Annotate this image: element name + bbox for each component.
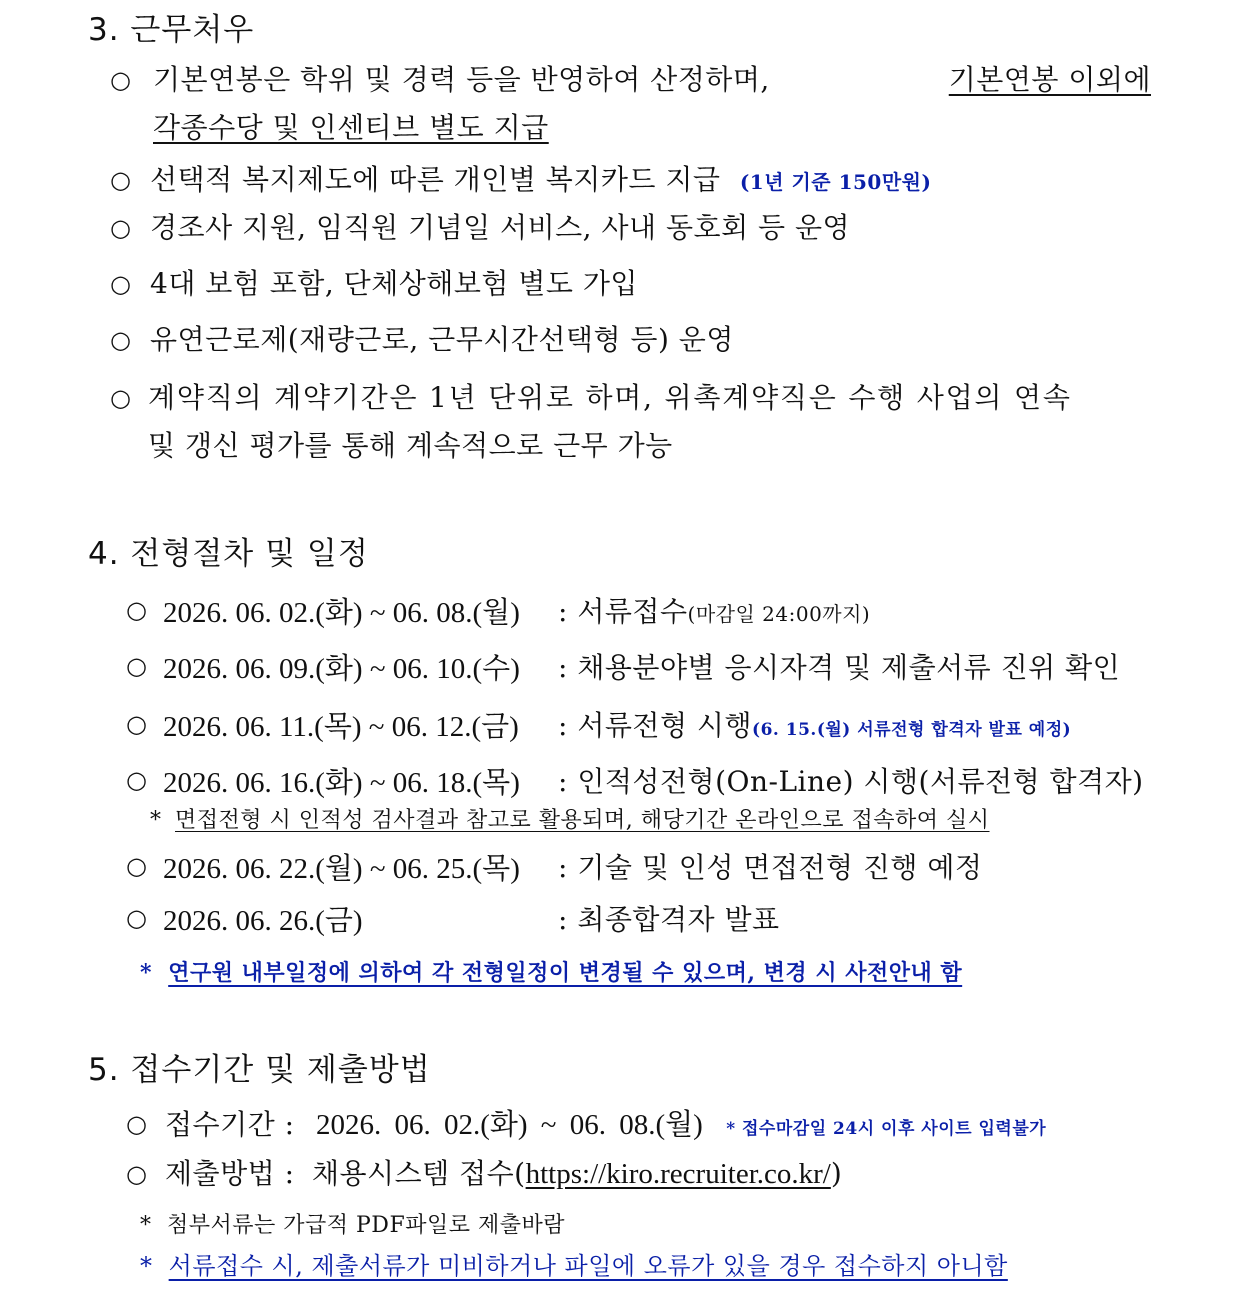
schedule-date: 2026. 06. 26.(금): [163, 905, 363, 937]
benefit-item-3: 경조사 지원, 임직원 기념일 서비스, 사내 동호회 등 운영: [150, 211, 851, 244]
bullet-icon: ○: [126, 1160, 147, 1188]
submission-period-note: * 접수마감일 24시 이후 사이트 입력불가: [726, 1119, 1047, 1139]
bullet-icon: ○: [110, 214, 131, 242]
submission-note-2: * 서류접수 시, 제출서류가 미비하거나 파일에 오류가 있을 경우 접수하지 아니함: [140, 1252, 1008, 1280]
schedule-row-6: [163, 898, 363, 939]
schedule-desc-5: : 기술 및 인성 면접전형 진행 예정: [558, 851, 983, 884]
section-3-title: 3. 근무처우: [88, 12, 255, 48]
bullet-icon: ○: [126, 852, 147, 880]
schedule-date: 2026. 06. 16.(화) ~ 06. 18.(목): [163, 767, 520, 799]
benefit-item-1-emphasis: 기본연봉 이외에: [948, 63, 1151, 96]
schedule-footnote: * 연구원 내부일정에 의하여 각 전형일정이 변경될 수 있으며, 변경 시 사전안내 함: [140, 960, 963, 986]
note-asterisk: *: [140, 960, 153, 986]
schedule-desc-4: : 인적성전형(On-Line) 시행(서류전형 합격자): [558, 765, 1144, 798]
schedule-row-3: [163, 704, 519, 745]
submission-note-1: * 첨부서류는 가급적 PDF파일로 제출바람: [140, 1213, 565, 1238]
schedule-note-3: (6. 15.(월) 서류전형 합격자 발표 예정): [752, 720, 1072, 740]
section-5-title: 5. 접수기간 및 제출방법: [88, 1052, 431, 1088]
schedule-date: 2026. 06. 02.(화) ~ 06. 08.(월): [163, 597, 520, 629]
bullet-icon: ○: [126, 766, 147, 794]
schedule-row-1: [163, 590, 520, 631]
schedule-desc-6: : 최종합격자 발표: [558, 903, 780, 936]
section-4-title: 4. 전형절차 및 일정: [88, 536, 369, 572]
benefit-item-1-line-2: 각종수당 및 인센티브 별도 지급: [153, 111, 549, 144]
benefit-item-2-text: 선택적 복지제도에 따른 개인별 복지카드 지급: [150, 163, 721, 196]
schedule-date: 2026. 06. 09.(화) ~ 06. 10.(수): [163, 653, 520, 685]
bullet-icon: ○: [126, 904, 147, 932]
schedule-note-1: (마감일 24:00까지): [687, 602, 871, 626]
benefit-item-1-line-1: [153, 58, 1151, 98]
note-asterisk: *: [150, 808, 162, 833]
benefit-item-2-note: (1년 기준 150만원): [739, 170, 932, 194]
benefit-item-1-text: 기본연봉은 학위 및 경력 등을 반영하여 산정하며,: [153, 63, 770, 96]
bullet-icon: ○: [126, 652, 147, 680]
benefit-item-5: 유연근로제(재량근로, 근무시간선택형 등) 운영: [150, 323, 734, 356]
submission-method-label: 제출방법 :: [165, 1157, 295, 1190]
schedule-row-2: [163, 646, 520, 687]
submission-method: 제출방법 : 채용시스템 접수(https://kiro.recruiter.co.kr/): [165, 1157, 843, 1190]
submission-method-value: 채용시스템 접수(: [311, 1157, 526, 1190]
schedule-desc-2: : 채용분야별 응시자격 및 제출서류 진위 확인: [558, 651, 1121, 684]
schedule-sub-note: * 면접전형 시 인적성 검사결과 참고로 활용되며, 해당기간 온라인으로 접속하여 실시: [150, 808, 990, 833]
bullet-icon: ○: [110, 326, 131, 354]
bullet-icon: ○: [126, 1110, 147, 1138]
benefit-item-4: 4대 보험 포함, 단체상해보험 별도 가입: [150, 267, 638, 300]
bullet-icon: ○: [110, 270, 131, 298]
bullet-icon: ○: [110, 66, 131, 94]
bullet-icon: ○: [110, 166, 131, 194]
benefit-item-6-line-2: 및 갱신 평가를 통해 계속적으로 근무 가능: [148, 429, 673, 462]
submission-period-label: 접수기간 :: [165, 1108, 295, 1141]
bullet-icon: ○: [126, 710, 147, 738]
bullet-icon: ○: [110, 384, 131, 412]
schedule-desc-1: : 서류접수(마감일 24:00까지): [558, 595, 871, 628]
schedule-date: 2026. 06. 22.(월) ~ 06. 25.(목): [163, 853, 520, 885]
schedule-desc-3: : 서류전형 시행(6. 15.(월) 서류전형 합격자 발표 예정): [558, 709, 1072, 742]
benefit-item-2: [150, 158, 931, 198]
submission-period-value: 2026. 06. 02.(화) ~ 06. 08.(월): [315, 1109, 703, 1141]
bullet-icon: ○: [126, 596, 147, 624]
recruit-site-link[interactable]: https://kiro.recruiter.co.kr/: [525, 1158, 831, 1190]
schedule-row-4: [163, 760, 520, 801]
note-asterisk: *: [140, 1213, 152, 1238]
schedule-row-5: [163, 846, 520, 887]
benefit-item-6-line-1: 계약직의 계약기간은 1년 단위로 하며, 위촉계약직은 수행 사업의 연속: [148, 381, 1072, 414]
submission-period: [165, 1102, 1046, 1143]
note-asterisk: *: [140, 1252, 153, 1280]
schedule-date: 2026. 06. 11.(목) ~ 06. 12.(금): [163, 711, 519, 743]
